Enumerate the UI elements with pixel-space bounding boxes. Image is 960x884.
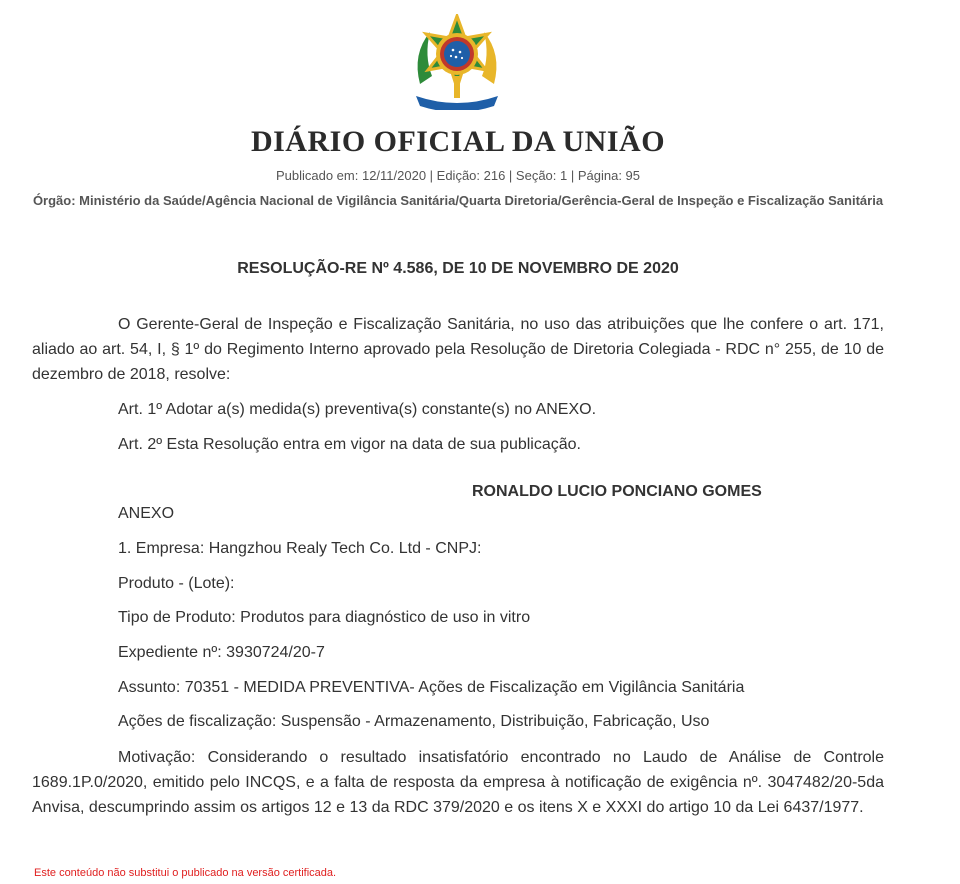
publication-info: Publicado em: 12/11/2020 | Edição: 216 | Seção: 1 | Página: 95: [275, 168, 641, 183]
annex-company: 1. Empresa: Hangzhou Realy Tech Co. Ltd - CNPJ:: [118, 540, 482, 557]
annex-expediente: Expediente nº: 3930724/20-7: [118, 644, 325, 661]
certification-disclaimer: Este conteúdo não substitui o publicado na versão certificada.: [34, 867, 337, 879]
article-1: Art. 1º Adotar a(s) medida(s) preventiva(s) constante(s) no ANEXO.: [118, 401, 597, 418]
article-2: Art. 2º Esta Resolução entra em vigor na data de sua publicação.: [118, 436, 581, 453]
brazil-coat-of-arms-icon: [410, 14, 504, 110]
annex-title: ANEXO: [118, 505, 175, 522]
signer-name: RONALDO LUCIO PONCIANO GOMES: [472, 483, 762, 500]
annex-product-type: Tipo de Produto: Produtos para diagnóstico de uso in vitro: [118, 609, 531, 626]
issuing-agency: Órgão: Ministério da Saúde/Agência Nacional de Vigilância Sanitária/Quarta Diretoria/Gerência-Geral de Inspeção e Fiscalização Sanitária: [32, 193, 884, 208]
annex-subject: Assunto: 70351 - MEDIDA PREVENTIVA- Ações de Fiscalização em Vigilância Sanitária: [118, 679, 745, 696]
publication-title: DIÁRIO OFICIAL DA UNIÃO: [250, 125, 666, 158]
resolution-title: RESOLUÇÃO-RE Nº 4.586, DE 10 DE NOVEMBRO DE 2020: [237, 260, 679, 277]
annex-product: Produto - (Lote):: [118, 575, 235, 592]
motivation-paragraph: Motivação: Considerando o resultado insatisfatório encontrado no Laudo de Análise de Controle 1689.1P.0/2020, emitido pelo INCQS, e a falta de resposta da empresa à notificação de exigência nº. 3047482/20-5da Anvisa, descumprindo assim os artigos 12 e 13 da RDC 379/2020 e os itens X e XXXI do artigo 10 da Lei 6437/1977.: [32, 749, 884, 816]
annex-actions: Ações de fiscalização: Suspensão - Armazenamento, Distribuição, Fabricação, Uso: [118, 713, 710, 730]
preamble-paragraph: O Gerente-Geral de Inspeção e Fiscalização Sanitária, no uso das atribuições que lhe confere o art. 171, aliado ao art. 54, I, § 1º do Regimento Interno aprovado pela Resolução de Diretoria Colegiada - RDC n° 255, de 10 de dezembro de 2018, resolve:: [32, 316, 884, 383]
